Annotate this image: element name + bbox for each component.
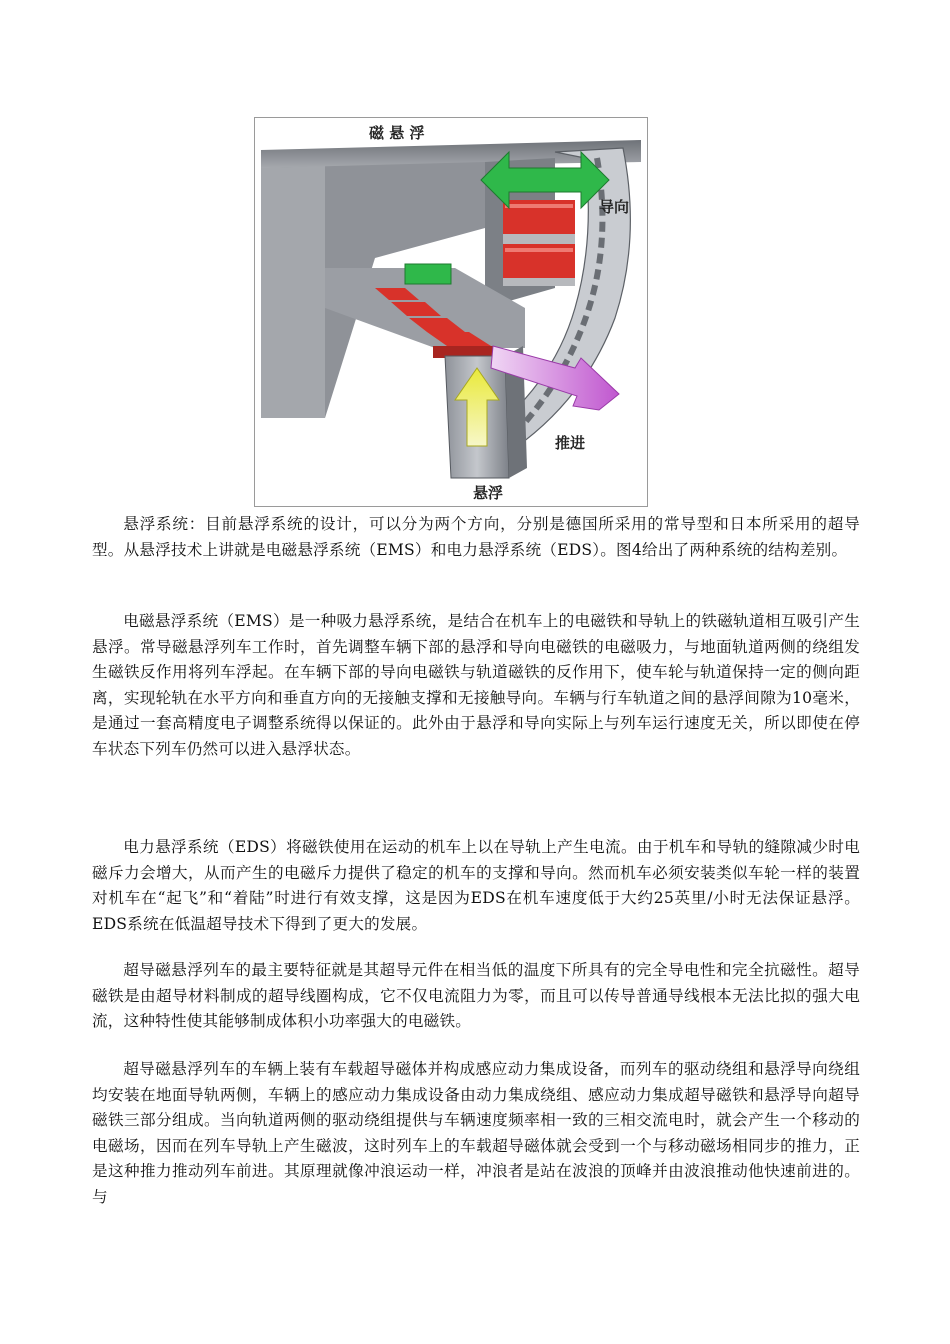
maglev-diagram-figure <box>254 117 648 507</box>
label-levitation: 悬浮 <box>473 484 504 502</box>
paragraph-superconducting-principle: 超导磁悬浮列车的车辆上装有车载超导磁体并构成感应动力集成设备，而列车的驱动绕组和悬浮导向绕组均安装在地面导轨两侧，车辆上的感应动力集成设备由动力集成绕组、感应动力集成超导磁铁和悬浮导向超导磁铁三部分组成。当向轨道两侧的驱动绕组提供与车辆速度频率相一致的三相交流电时，就会产生一个移动的电磁场，因而在列车导轨上产生磁波，这时列车上的车载超导磁体就会受到一个与移动磁场相同步的推力，正是这种推力推动列车前进。其原理就像冲浪运动一样，冲浪者是站在波浪的顶峰并由波浪推动他快速前进的。与 <box>92 1060 860 1206</box>
linear-motor-block <box>405 264 451 284</box>
paragraph-ems: 电磁悬浮系统（EMS）是一种吸力悬浮系统，是结合在机车上的电磁铁和导轨上的铁磁轨道相互吸引产生悬浮。常导磁悬浮列车工作时，首先调整车辆下部的悬浮和导向电磁铁的电磁吸力，与地面轨道两侧的绕组发生磁铁反作用将列车浮起。在车辆下部的导向电磁铁与轨道磁铁的反作用下，使车轮与轨道保持一定的侧向距离，实现轮轨在水平方向和垂直方向的无接触支撑和无接触导向。车辆与行车轨道之间的悬浮间隙为10毫米，是通过一套高精度电子调整系统得以保证的。此外由于悬浮和导向实际上与列车运行速度无关，所以即使在停车状态下列车仍然可以进入悬浮状态。 <box>92 612 860 758</box>
label-propulsion: 推进 <box>555 434 586 452</box>
paragraph-superconducting-features: 超导磁悬浮列车的最主要特征就是其超导元件在相当低的温度下所具有的完全导电性和完全抗磁性。超导磁铁是由超导材料制成的超导线圈构成，它不仅电流阻力为零，而且可以传导普通导线根本无法比拟的强大电流，这种特性使其能够制成体积小功率强大的电磁铁。 <box>92 961 860 1030</box>
guidance-magnet <box>503 200 575 286</box>
label-guidance: 导向 <box>599 198 630 216</box>
maglev-diagram <box>255 118 647 506</box>
paragraph-eds: 电力悬浮系统（EDS）将磁铁使用在运动的机车上以在导轨上产生电流。由于机车和导轨的缝隙减少时电磁斥力会增大，从而产生的电磁斥力提供了稳定的机车的支撑和导向。然而机车必须安装类似车轮一样的装置对机车在“起飞”和“着陆”时进行有效支撑，这是因为EDS在机车速度低于大约25英里/小时无法保证悬浮。EDS系统在低温超导技术下得到了更大的发展。 <box>92 838 860 933</box>
label-maglev: 磁 悬 浮 <box>369 124 425 142</box>
paragraph-levitation-intro: 悬浮系统：目前悬浮系统的设计，可以分为两个方向，分别是德国所采用的常导型和日本所采用的超导型。从悬浮技术上讲就是电磁悬浮系统（EMS）和电力悬浮系统（EDS）。图4给出了两种系统的结构差别。 <box>92 515 860 559</box>
